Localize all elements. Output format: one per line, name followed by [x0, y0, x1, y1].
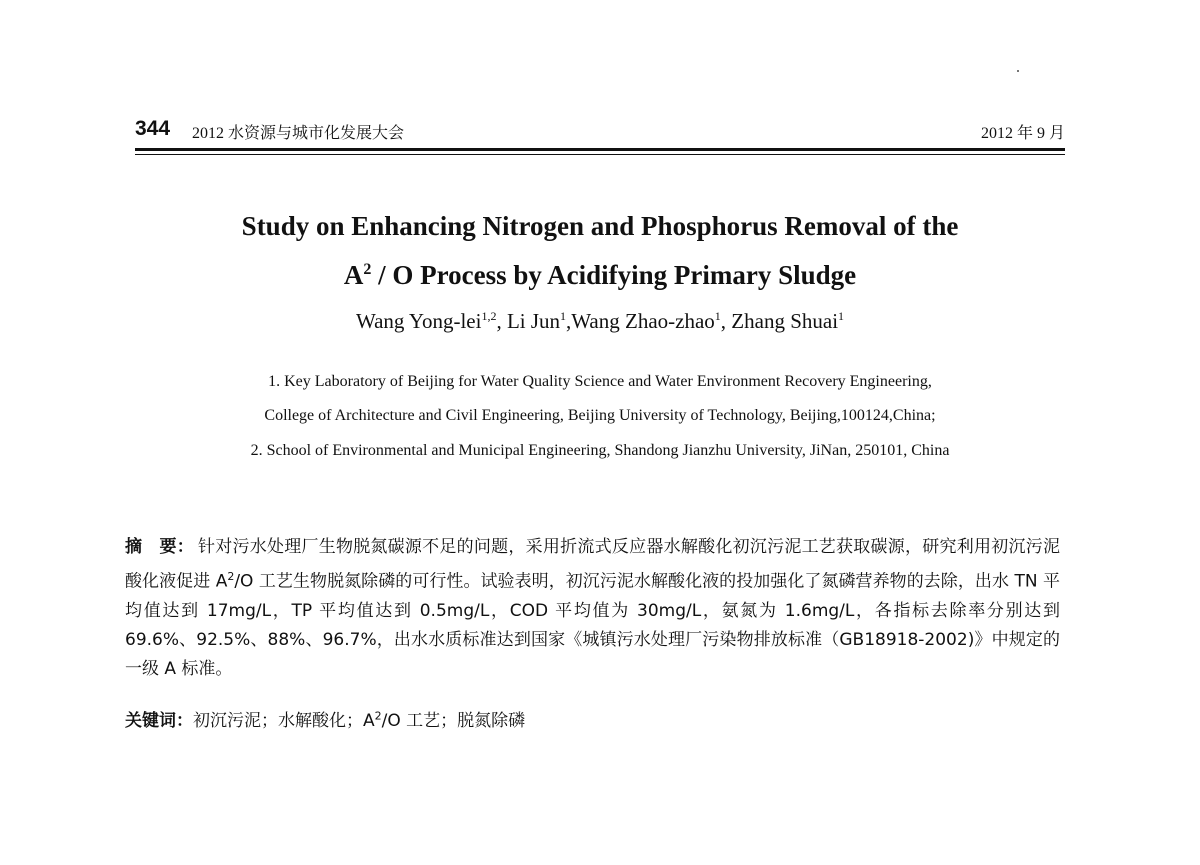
affiliation-line-2: College of Architecture and Civil Engineering, Beijing University of Technology, Beijing,100124,China; — [264, 407, 936, 424]
affiliation-line-3: 2. School of Environmental and Municipal Engineering, Shandong Jianzhu University, JiNan, 250101, China — [250, 442, 950, 459]
affiliation-line-1: 1. Key Laboratory of Beijing for Water Quality Science and Water Environment Recovery Engineering, — [268, 373, 932, 390]
author-name: Li Jun — [506, 309, 561, 333]
abstract — [125, 533, 1060, 684]
author-separator: , — [720, 309, 732, 333]
page-number: 344 — [135, 117, 171, 140]
abstract-sup: 2 — [227, 570, 235, 583]
author-separator: , — [496, 309, 507, 333]
author-affiliation-mark: 1 — [838, 309, 845, 323]
header-rule-thin — [135, 154, 1065, 155]
abstract-label: 摘 要： — [125, 537, 194, 557]
title-rest: / O Process by Acidifying Primary Sludge — [371, 260, 857, 290]
author-affiliation-mark: 1 — [714, 309, 721, 323]
abstract-text-a: 针对污水处理厂生物脱氮碳源不足的问题，采用折流式反应器水解酸化初沉污泥工艺获取碳源，研究利用初沉污泥酸化液促进 A — [125, 537, 1061, 592]
author-name: Zhang Shuai — [731, 309, 839, 333]
conference-name: 2012 水资源与城市化发展大会 — [192, 125, 405, 142]
title-a: A — [343, 260, 364, 290]
title-line-2 — [100, 248, 1100, 297]
running-header — [135, 117, 1065, 147]
header-rule-thick — [135, 148, 1065, 151]
keywords-text-a: 初沉污泥；水解酸化；A — [193, 711, 375, 731]
title-line-1: Study on Enhancing Nitrogen and Phosphorus Removal of the — [241, 211, 959, 241]
author-affiliation-mark: 1 — [560, 309, 567, 323]
publication-date: 2012 年 9 月 — [980, 125, 1065, 142]
author-affiliation-mark: 1,2 — [481, 309, 497, 323]
keywords-sup: 2 — [374, 709, 382, 723]
keywords — [125, 706, 1060, 731]
title-sup: 2 — [363, 261, 372, 278]
abstract-text-b: /O 工艺生物脱氮除磷的可行性。试验表明，初沉污泥水解酸化液的投加强化了氮磷营养物的去除，出水 TN 平均值达到 17mg/L，TP 平均值达到 0.5mg/L，COD 平均值为 30mg/L，氨氮为 1.6mg/L，各指标去除率分别达到 69.6%、92.5%、88%、96.7%，出水水质标准达到国家《城镇污水处理厂污染物排放标准（GB18918-2002)》中规定的一级 A 标准。 — [125, 571, 1060, 679]
keywords-label: 关键词： — [125, 711, 193, 731]
paper-title — [100, 205, 1100, 297]
author-separator: , — [566, 309, 572, 333]
author-name: Wang Yong-lei — [355, 309, 482, 333]
scan-speck — [1017, 70, 1019, 72]
keywords-text-b: /O 工艺；脱氮除磷 — [381, 711, 526, 731]
author-list — [100, 309, 1100, 334]
author-name: Wang Zhao-zhao — [571, 309, 715, 333]
